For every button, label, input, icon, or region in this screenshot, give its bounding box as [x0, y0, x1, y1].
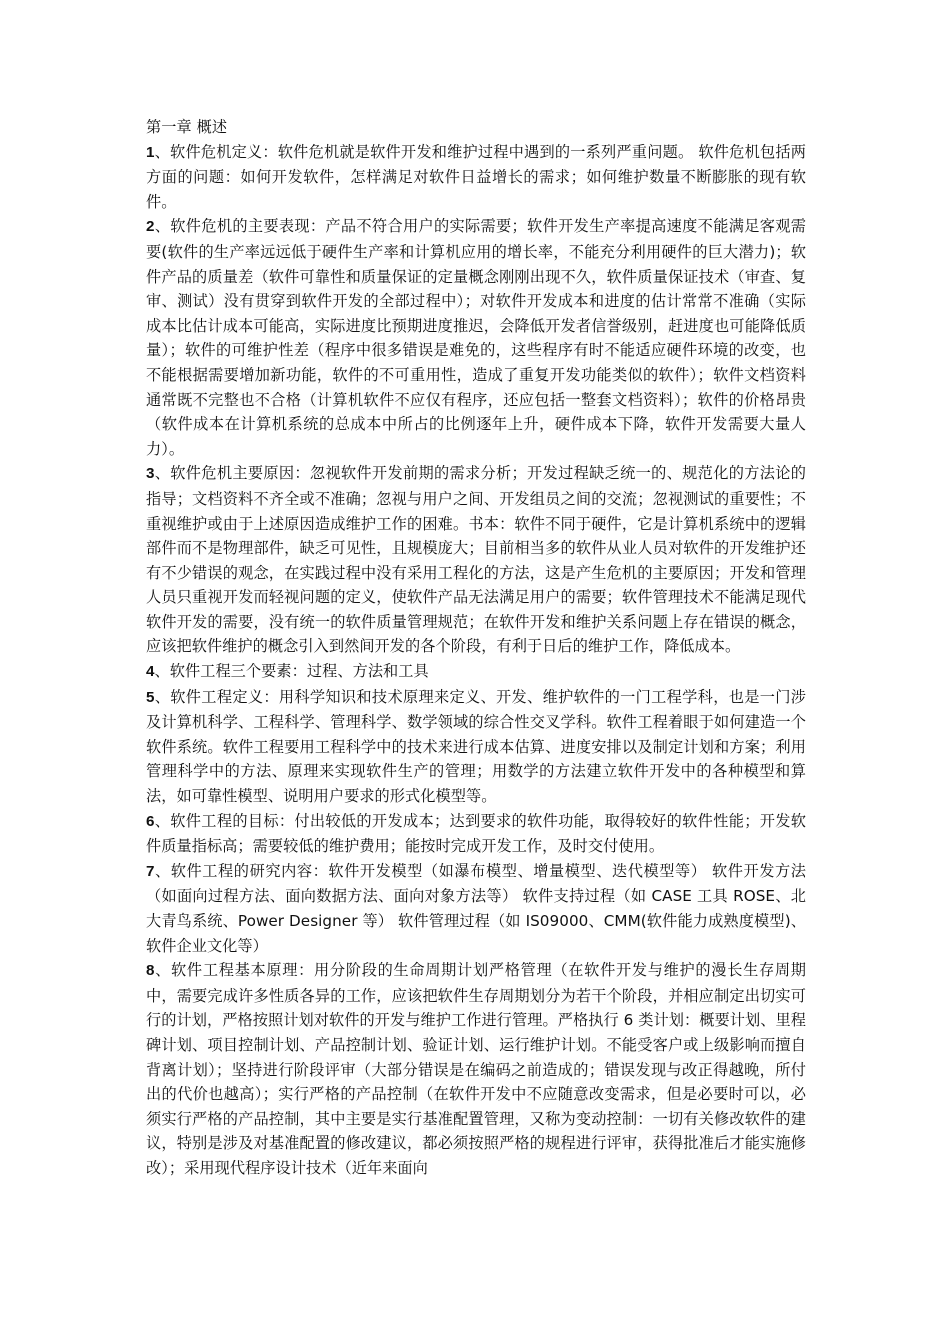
paragraph-number: 8	[146, 962, 155, 980]
paragraph-number: 4	[146, 663, 155, 681]
paragraph-5	[146, 685, 806, 809]
paragraph-6	[146, 809, 806, 859]
paragraph-number: 2	[146, 218, 155, 236]
paragraph-3	[146, 461, 806, 659]
paragraph-4	[146, 659, 806, 685]
paragraph-text: 、软件危机的主要表现：产品不符合用户的实际需要；软件开发生产率提高速度不能满足客观需要(软件的生产率远远低于硬件生产率和计算机应用的增长率，不能充分利用硬件的巨大潜力)；软件产品的质量差（软件可靠性和质量保证的定量概念刚刚出现不久，软件质量保证技术（审查、复审、测试）没有贯穿到软件开发的全部过程中）；对软件开发成本和进度的估计常常不准确（实际成本比估计成本可能高，实际进度比预期进度推迟，会降低开发者信誉级别，赶进度也可能降低质量）；软件的可维护性差（程序中很多错误是难免的，这些程序有时不能适应硬件环境的改变，也不能根据需要增加新功能，软件的不可重用性，造成了重复开发功能类似的软件）；软件文档资料通常既不完整也不合格（计算机软件不应仅有程序，还应包括一整套文档资料）；软件的价格昂贵（软件成本在计算机系统的总成本中所占的比例逐年上升，硬件成本下降，软件开发需要大量人力）。	[146, 217, 806, 458]
paragraph-text: 、软件危机主要原因：忽视软件开发前期的需求分析；开发过程缺乏统一的、规范化的方法论的指导；文档资料不齐全或不准确；忽视与用户之间、开发组员之间的交流；忽视测试的重要性；不重视维护或由于上述原因造成维护工作的困难。书本：软件不同于硬件，它是计算机系统中的逻辑部件而不是物理部件，缺乏可见性，且规模庞大；目前相当多的软件从业人员对软件的开发维护还有不少错误的观念，在实践过程中没有采用工程化的方法，这是产生危机的主要原因；开发和管理人员只重视开发而轻视问题的定义，使软件产品无法满足用户的需要；软件管理技术不能满足现代软件开发的需要，没有统一的软件质量管理规范；在软件开发和维护关系问题上存在错误的概念，应该把软件维护的概念引入到然间开发的各个阶段，有利于日后的维护工作，降低成本。	[146, 464, 806, 656]
paragraph-text: 、软件工程三个要素：过程、方法和工具	[154, 662, 429, 681]
paragraph-number: 6	[146, 812, 155, 830]
paragraph-8	[146, 958, 806, 1180]
paragraph-number: 7	[146, 862, 155, 880]
paragraph-text: 、软件工程基本原理：用分阶段的生命周期计划严格管理（在软件开发与维护的漫长生存周期中，需要完成许多性质各异的工作，应该把软件生存周期划分为若干个阶段，并相应制定出切实可行的计划，严格按照计划对软件的开发与维护工作进行管理。严格执行 6 类计划：概要计划、里程碑计划、项目控制计划、产品控制计划、验证计划、运行维护计划。不能受客户或上级影响而擅自背离计划）；坚持进行阶段评审（大部分错误是在编码之前造成的；错误发现与改正得越晚，所付出的代价也越高）；实行严格的产品控制（在软件开发中不应随意改变需求，但是必要时可以，必须实行严格的产品控制，其中主要是实行基准配置管理，又称为变动控制：一切有关修改软件的建议，特别是涉及对基准配置的修改建议，都必须按照严格的规程进行评审，获得批准后才能实施修改）；采用现代程序设计技术（近年来面向	[146, 961, 806, 1177]
paragraph-2	[146, 214, 806, 461]
paragraph-text: 、软件工程的目标：付出较低的开发成本；达到要求的软件功能，取得较好的软件性能；开发软件质量指标高；需要较低的维护费用；能按时完成开发工作，及时交付使用。	[146, 811, 806, 856]
paragraph-7	[146, 859, 806, 958]
document-page	[146, 115, 806, 1181]
paragraph-number: 1	[146, 143, 155, 161]
paragraph-text: 、软件工程的研究内容：软件开发模型（如瀑布模型、增量模型、迭代模型等） 软件开发方法（如面向过程方法、面向数据方法、面向对象方法等） 软件支持过程（如 CASE 工具 ROSE、北大青鸟系统、Power Designer 等） 软件管理过程（如 IS09000、CMM(软件能力成熟度模型)、软件企业文化等）	[146, 861, 806, 955]
paragraph-number: 5	[146, 688, 155, 706]
chapter-title: 第一章 概述	[146, 118, 228, 136]
paragraph-number: 3	[146, 465, 155, 483]
paragraph-1	[146, 140, 806, 215]
paragraph-text: 、软件危机定义：软件危机就是软件开发和维护过程中遇到的一系列严重问题。 软件危机包括两方面的问题：如何开发软件，怎样满足对软件日益增长的需求；如何维护数量不断膨胀的现有软件。	[146, 142, 806, 211]
paragraph-text: 、软件工程定义：用科学知识和技术原理来定义、开发、维护软件的一门工程学科，也是一门涉及计算机科学、工程科学、管理科学、数学领域的综合性交叉学科。软件工程着眼于如何建造一个软件系统。软件工程要用工程科学中的技术来进行成本估算、进度安排以及制定计划和方案；利用管理科学中的方法、原理来实现软件生产的管理；用数学的方法建立软件开发中的各种模型和算法，如可靠性模型、说明用户要求的形式化模型等。	[146, 687, 806, 806]
